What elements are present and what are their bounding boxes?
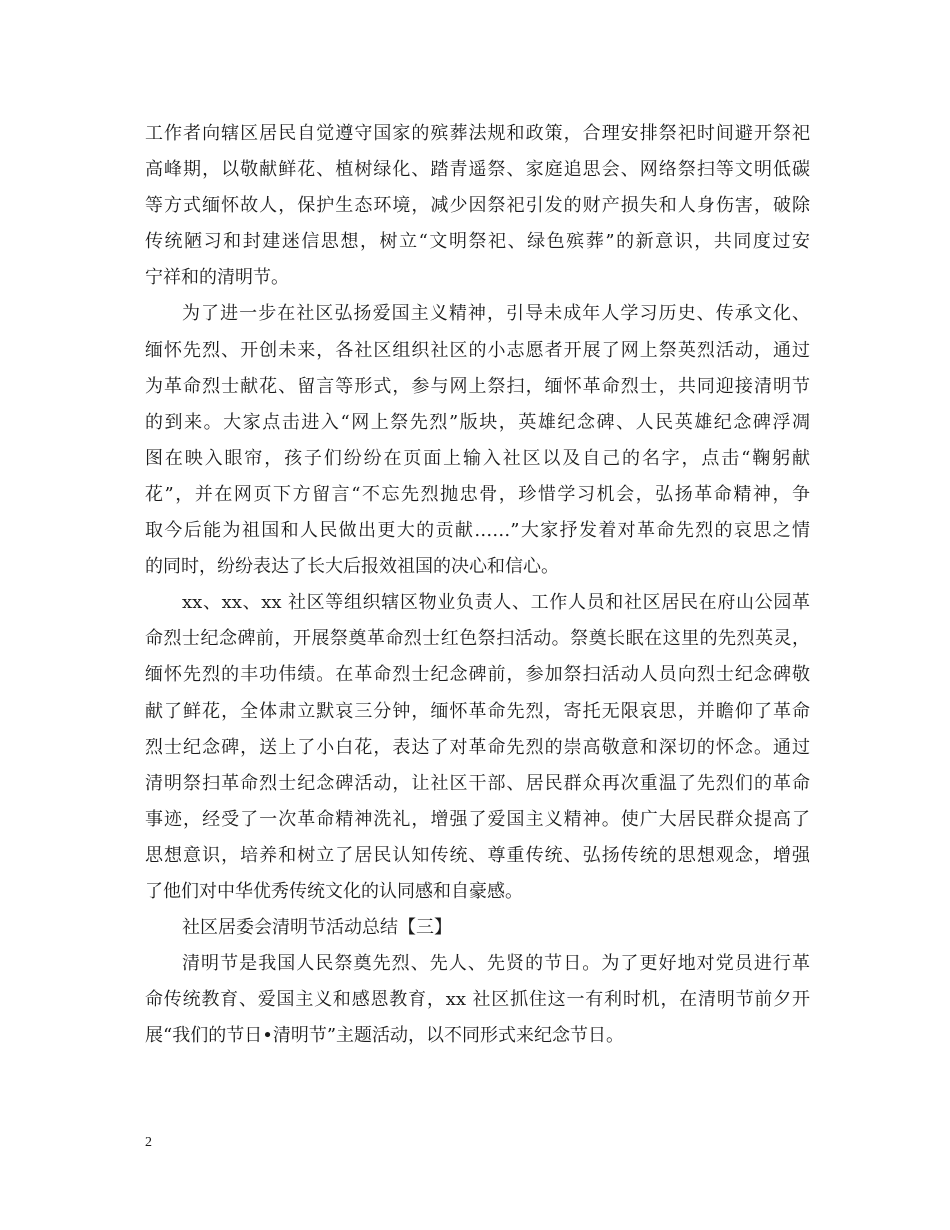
text-line: 缅怀先烈的丰功伟绩。在革命烈士纪念碑前，参加祭扫活动人员向烈士纪念碑敬 — [145, 664, 810, 686]
text-line: 烈士纪念碑，送上了小白花，表达了对革命先烈的崇高敬意和深切的怀念。通过 — [145, 736, 810, 758]
text-line: 的同时，纷纷表达了长大后报效祖国的决心和信心。 — [145, 556, 559, 578]
text-line: 思想意识，培养和树立了居民认知传统、尊重传统、弘扬传统的思想观念，增强 — [145, 844, 810, 866]
text-line: 清明节是我国人民祭奠先烈、先人、先贤的节日。为了更好地对党员进行革 — [182, 953, 810, 975]
text-line: 高峰期，以敬献鲜花、植树绿化、踏青遥祭、家庭追思会、网络祭扫等文明低碳 — [145, 159, 810, 181]
text-line: 为了进一步在社区弘扬爱国主义精神，引导未成年人学习历史、传承文化、 — [182, 303, 810, 325]
text-line: 缅怀先烈、开创未来，各社区组织社区的小志愿者开展了网上祭英烈活动，通过 — [145, 339, 810, 361]
document-body — [145, 116, 810, 1054]
text-line: 图在映入眼帘，孩子们纷纷在页面上输入社区以及自己的名字，点击“鞠躬献 — [145, 447, 810, 469]
paragraph — [145, 296, 810, 585]
section-heading — [145, 910, 810, 946]
text-line: 命传统教育、爱国主义和感恩教育，xx 社区抓住这一有利时机，在清明节前夕开 — [145, 989, 810, 1011]
text-line: 工作者向辖区居民自觉遵守国家的殡葬法规和政策，合理安排祭祀时间避开祭祀 — [145, 123, 810, 144]
text-line: 宁祥和的清明节。 — [145, 267, 289, 289]
text-line: 的到来。大家点击进入“网上祭先烈”版块，英雄纪念碑、人民英雄纪念碑浮凋 — [145, 411, 810, 433]
text-line: 等方式缅怀故人，保护生态环境，减少因祭祀引发的财产损失和人身伤害，破除 — [145, 195, 810, 217]
text-line: 清明祭扫革命烈士纪念碑活动，让社区干部、居民群众再次重温了先烈们的革命 — [145, 772, 810, 794]
text-line: 命烈士纪念碑前，开展祭奠革命烈士红色祭扫活动。祭奠长眠在这里的先烈英灵， — [145, 628, 810, 650]
text-line: 为革命烈士献花、留言等形式，参与网上祭扫，缅怀革命烈士，共同迎接清明节 — [145, 375, 810, 397]
text-line: 献了鲜花，全体肃立默哀三分钟，缅怀革命先烈，寄托无限哀思，并瞻仰了革命 — [145, 700, 810, 722]
text-line: xx、xx、xx 社区等组织辖区物业负责人、工作人员和社区居民在府山公园革 — [182, 592, 810, 614]
paragraph — [145, 946, 810, 1054]
text-line: 了他们对中华优秀传统文化的认同感和自豪感。 — [145, 880, 523, 902]
text-line: 花”，并在网页下方留言“不忘先烈抛忠骨，珍惜学习机会，弘扬革命精神，争 — [145, 483, 810, 505]
paragraph — [145, 585, 810, 910]
text-line: 取今后能为祖国和人民做出更大的贡献……”大家抒发着对革命先烈的哀思之情 — [145, 520, 810, 542]
text-line: 事迹，经受了一次革命精神洗礼，增强了爱国主义精神。使广大居民群众提高了 — [145, 808, 810, 830]
text-line: 展“我们的节日•清明节”主题活动，以不同形式来纪念节日。 — [145, 1025, 625, 1047]
page-number: 2 — [145, 1135, 152, 1150]
text-line: 传统陋习和封建迷信思想，树立“文明祭祀、绿色殡葬”的新意识，共同度过安 — [145, 231, 810, 253]
paragraph — [145, 116, 810, 296]
text-line: 社区居委会清明节活动总结【三】 — [182, 917, 452, 939]
